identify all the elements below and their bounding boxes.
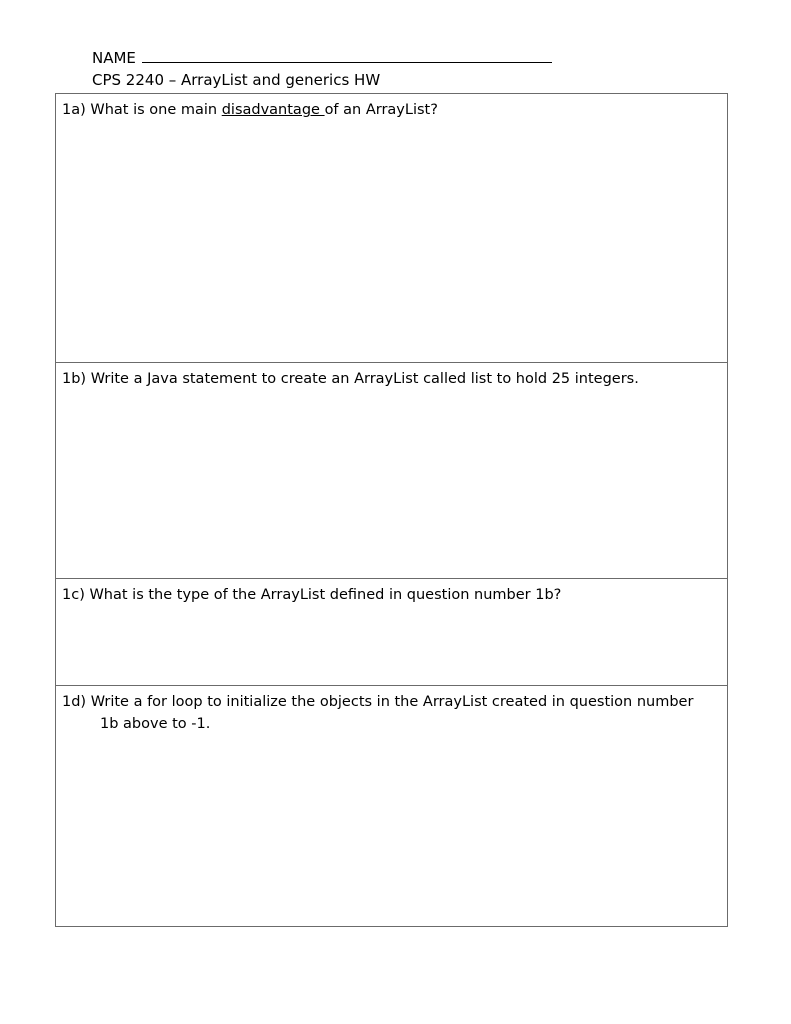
- questions-table: [55, 93, 728, 927]
- question-1a-text-before: 1a) What is one main: [62, 102, 222, 118]
- question-1d-box[interactable]: [56, 685, 727, 926]
- question-1a-text-after: of an ArrayList?: [324, 102, 438, 118]
- name-label: NAME: [92, 49, 136, 67]
- question-1b-box[interactable]: [56, 362, 727, 578]
- course-title: CPS 2240 – ArrayList and generics HW: [92, 71, 381, 89]
- question-1d-line1: 1d) Write a for loop to initialize the objects in the ArrayList created in question number: [62, 694, 694, 710]
- question-1a-underlined-word: disadvantage: [221, 102, 325, 118]
- question-1c-box[interactable]: [56, 578, 727, 685]
- question-1c-text: 1c) What is the type of the ArrayList defined in question number 1b?: [62, 587, 562, 603]
- name-line: [92, 48, 552, 68]
- question-1b-text: 1b) Write a Java statement to create an ArrayList called list to hold 25 integers.: [62, 371, 639, 387]
- name-blank-field[interactable]: [142, 48, 552, 63]
- question-1d-line2: 1b above to -1.: [100, 716, 211, 732]
- question-1a-box[interactable]: [56, 94, 727, 362]
